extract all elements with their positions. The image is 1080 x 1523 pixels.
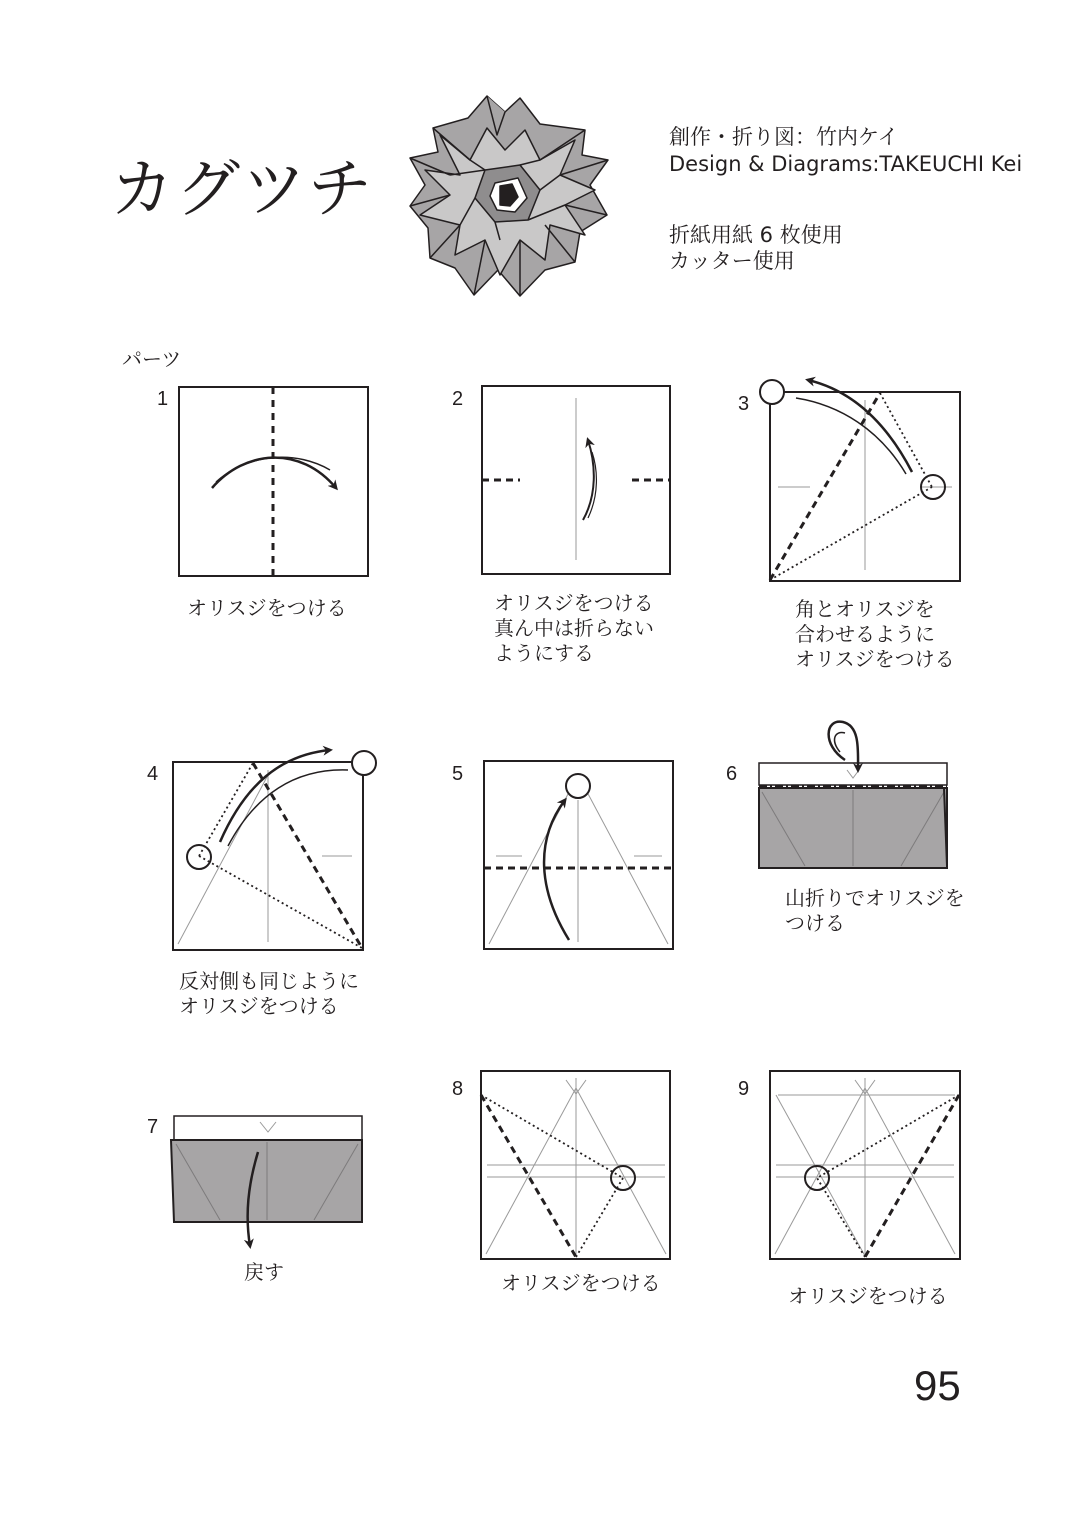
step-4-caption-line: 反対側も同じように: [179, 969, 359, 993]
step-3-number: 3: [738, 393, 750, 415]
step-diagrams: [171, 380, 960, 1259]
step-6-number: 6: [726, 763, 738, 785]
credit-en: Design & Diagrams:TAKEUCHI Kei: [669, 152, 1023, 176]
step-9-caption-line: オリスジをつける: [788, 1284, 948, 1308]
step-1-number: 1: [157, 388, 169, 410]
section-label: パーツ: [122, 347, 182, 371]
step-4-caption-line: オリスジをつける: [179, 994, 339, 1018]
step-3-caption-line: 角とオリスジを: [795, 597, 935, 621]
step-8-number: 8: [452, 1078, 464, 1100]
materials-cutter: カッター使用: [669, 249, 795, 273]
step-2-caption-line: 真ん中は折らない: [494, 616, 654, 640]
step-8-caption-line: オリスジをつける: [501, 1271, 661, 1295]
step-7-caption-line: 戻す: [244, 1260, 284, 1284]
step-3-caption-line: 合わせるように: [795, 622, 935, 646]
step-9-number: 9: [738, 1078, 750, 1100]
step-6-caption-line: 山折りでオリスジを: [785, 886, 965, 910]
step-3-diagram: [760, 380, 960, 581]
origami-ball-icon: [410, 96, 608, 296]
credit-ja: 創作・折り図：竹内ケイ: [669, 125, 899, 149]
step-2-caption-line: オリスジをつける: [494, 591, 654, 615]
step-1-diagram: [179, 387, 368, 576]
step-5-diagram: [484, 761, 673, 949]
step-5-number: 5: [452, 763, 464, 785]
step-7-diagram: [171, 1116, 362, 1246]
page-number: 95: [914, 1362, 961, 1409]
step-2-number: 2: [452, 388, 464, 410]
page-title: カグツチ: [110, 153, 374, 227]
step-2-diagram: [482, 386, 670, 574]
step-4-diagram: [173, 750, 376, 950]
step-8-diagram: [481, 1071, 670, 1259]
step-7-number: 7: [147, 1116, 159, 1138]
step-6-caption-line: つける: [785, 911, 845, 935]
materials-paper: 折紙用紙 6 枚使用: [669, 223, 843, 247]
step-1-caption-line: オリスジをつける: [187, 596, 347, 620]
step-2-caption-line: ようにする: [494, 641, 594, 665]
step-9-diagram: [770, 1071, 960, 1259]
step-4-number: 4: [147, 763, 159, 785]
step-6-diagram: [759, 722, 947, 868]
step-3-caption-line: オリスジをつける: [795, 647, 955, 671]
